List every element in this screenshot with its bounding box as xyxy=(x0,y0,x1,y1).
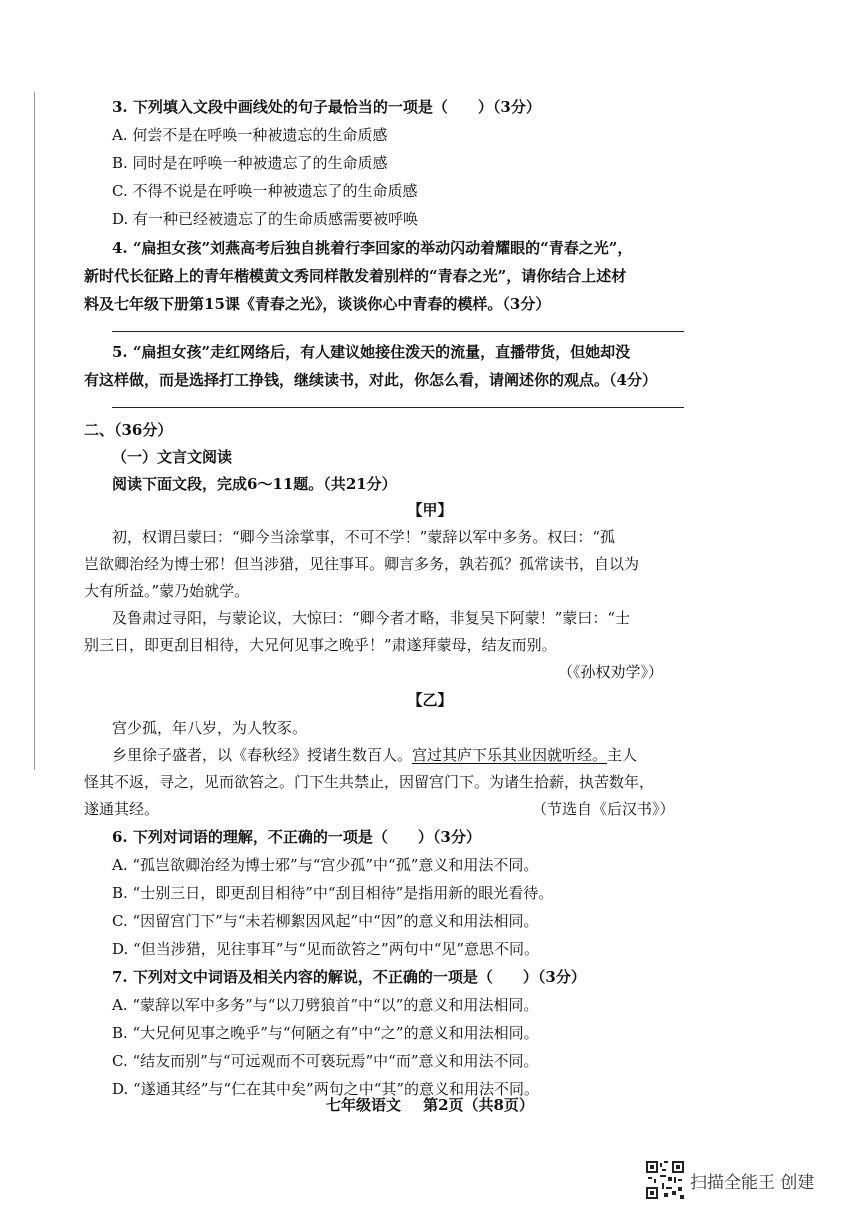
passage-yi-line-2 xyxy=(112,745,637,765)
q4-line-3: 料及七年级下册第15课《青春之光》，谈谈你心中青春的模样。（3分） xyxy=(84,295,551,313)
q5-line-2: 有这样做，而是选择打工挣钱，继续读书，对此，你怎么看，请阐述你的观点。（4分） xyxy=(84,371,657,389)
q7-option-c: C. “结友而别”与“可远观而不可亵玩焉”中“而”意义和用法不同。 xyxy=(112,1052,539,1070)
qr-code-icon xyxy=(646,1161,684,1199)
passage-jia-label: 【甲】 xyxy=(407,501,453,519)
passage-yi-underlined-sentence: 宫过其庐下乐其业因就听经。 xyxy=(412,746,608,764)
passage-yi-line-2-tail: 主人 xyxy=(607,746,638,764)
q7-option-b: B. “大兄何见事之晚乎”与“何陋之有”中“之”的意义和用法相同。 xyxy=(112,1024,539,1042)
q4-line-1: 4. “扁担女孩”刘燕高考后独自挑着行李回家的举动闪动着耀眼的“青春之光”， xyxy=(112,239,633,257)
q3-option-d: D. 有一种已经被遗忘了的生命质感需要被呼唤 xyxy=(112,210,419,228)
passage-yi-line-3: 怪其不返，寻之，见而欲笞之。门下生共禁止，因留宫门下。为诸生拾薪，执苦数年， xyxy=(84,773,655,791)
q3-option-b: B. 同时是在呼唤一种被遗忘了的生命质感 xyxy=(112,154,388,172)
section2-instruction: 阅读下面文段，完成6～11题。（共21分） xyxy=(112,475,397,493)
passage-yi-line-4: 遂通其经。 xyxy=(84,800,160,818)
q3-option-a: A. 何尝不是在呼唤一种被遗忘的生命质感 xyxy=(112,126,388,144)
q3-stem: 3. 下列填入文段中画线处的句子最恰当的一项是（ ）（3分） xyxy=(112,98,541,116)
section2-title: 二、（36分） xyxy=(84,421,173,439)
q6-option-a: A. “孤岂欲卿治经为博士邪”与“宫少孤”中“孤”意义和用法不同。 xyxy=(112,856,539,874)
section2-subtitle: （一）文言文阅读 xyxy=(112,448,233,466)
q5-line-1: 5. “扁担女孩”走红网络后，有人建议她接住泼天的流量，直播带货，但她却没 xyxy=(112,343,631,361)
margin-line xyxy=(34,92,35,770)
q7-stem: 7. 下列对文中词语及相关内容的解说，不正确的一项是（ ）（3分） xyxy=(112,968,586,986)
page-footer xyxy=(0,1094,860,1115)
passage-yi-source: （节选自《后汉书》） xyxy=(532,800,675,818)
passage-yi-label: 【乙】 xyxy=(407,691,453,709)
passage-jia-line-3: 大有所益。”蒙乃始就学。 xyxy=(84,582,250,600)
passage-jia-line-5: 别三日，即更刮目相待，大兄何见事之晚乎！”肃遂拜蒙母，结友而别。 xyxy=(84,636,557,654)
q3-option-c: C. 不得不说是在呼唤一种被遗忘了的生命质感 xyxy=(112,182,418,200)
q7-option-d: D. “遂通其经”与“仁在其中矣”两句之中“其”的意义和用法不同。 xyxy=(112,1080,540,1098)
passage-jia-line-1: 初，权谓吕蒙曰：“卿今当涂掌事，不可不学！”蒙辞以军中多务。权曰：“孤 xyxy=(112,528,616,546)
q6-option-d: D. “但当涉猎，见往事耳”与“见而欲笞之”两句中“见”意思不同。 xyxy=(112,940,540,958)
passage-yi-line-1: 宫少孤，年八岁，为人牧豕。 xyxy=(112,719,308,737)
passage-jia-line-4: 及鲁肃过寻阳，与蒙论议，大惊曰：“卿今者才略，非复吴下阿蒙！”蒙曰：“士 xyxy=(112,609,631,627)
passage-yi-line-2-text: 乡里徐子盛者，以《春秋经》授诸生数百人。 xyxy=(112,746,413,764)
q6-option-b: B. “士别三日，即更刮目相待”中“刮目相待”是指用新的眼光看待。 xyxy=(112,884,554,902)
footer-subject: 七年级语文 xyxy=(326,1096,402,1114)
footer-page-number: 第2页（共8页） xyxy=(423,1096,534,1114)
passage-jia-line-2: 岂欲卿治经为博士邪！但当涉猎，见往事耳。卿言多务，孰若孤？孤常读书，自以为 xyxy=(84,555,640,573)
q4-answer-line xyxy=(112,331,684,332)
scanner-watermark: 扫描全能王 创建 xyxy=(690,1173,815,1193)
q5-answer-line xyxy=(112,407,684,408)
q7-option-a: A. “蒙辞以军中多务”与“以刀劈狼首”中“以”的意义和用法相同。 xyxy=(112,996,539,1014)
q6-stem: 6. 下列对词语的理解，不正确的一项是（ ）（3分） xyxy=(112,828,481,846)
passage-jia-source: （《孙权劝学》） xyxy=(558,663,664,681)
q4-line-2: 新时代长征路上的青年楷模黄文秀同样散发着别样的“青春之光”，请你结合上述材 xyxy=(84,267,627,285)
q6-option-c: C. “因留宫门下”与“未若柳絮因风起”中“因”的意义和用法相同。 xyxy=(112,912,539,930)
